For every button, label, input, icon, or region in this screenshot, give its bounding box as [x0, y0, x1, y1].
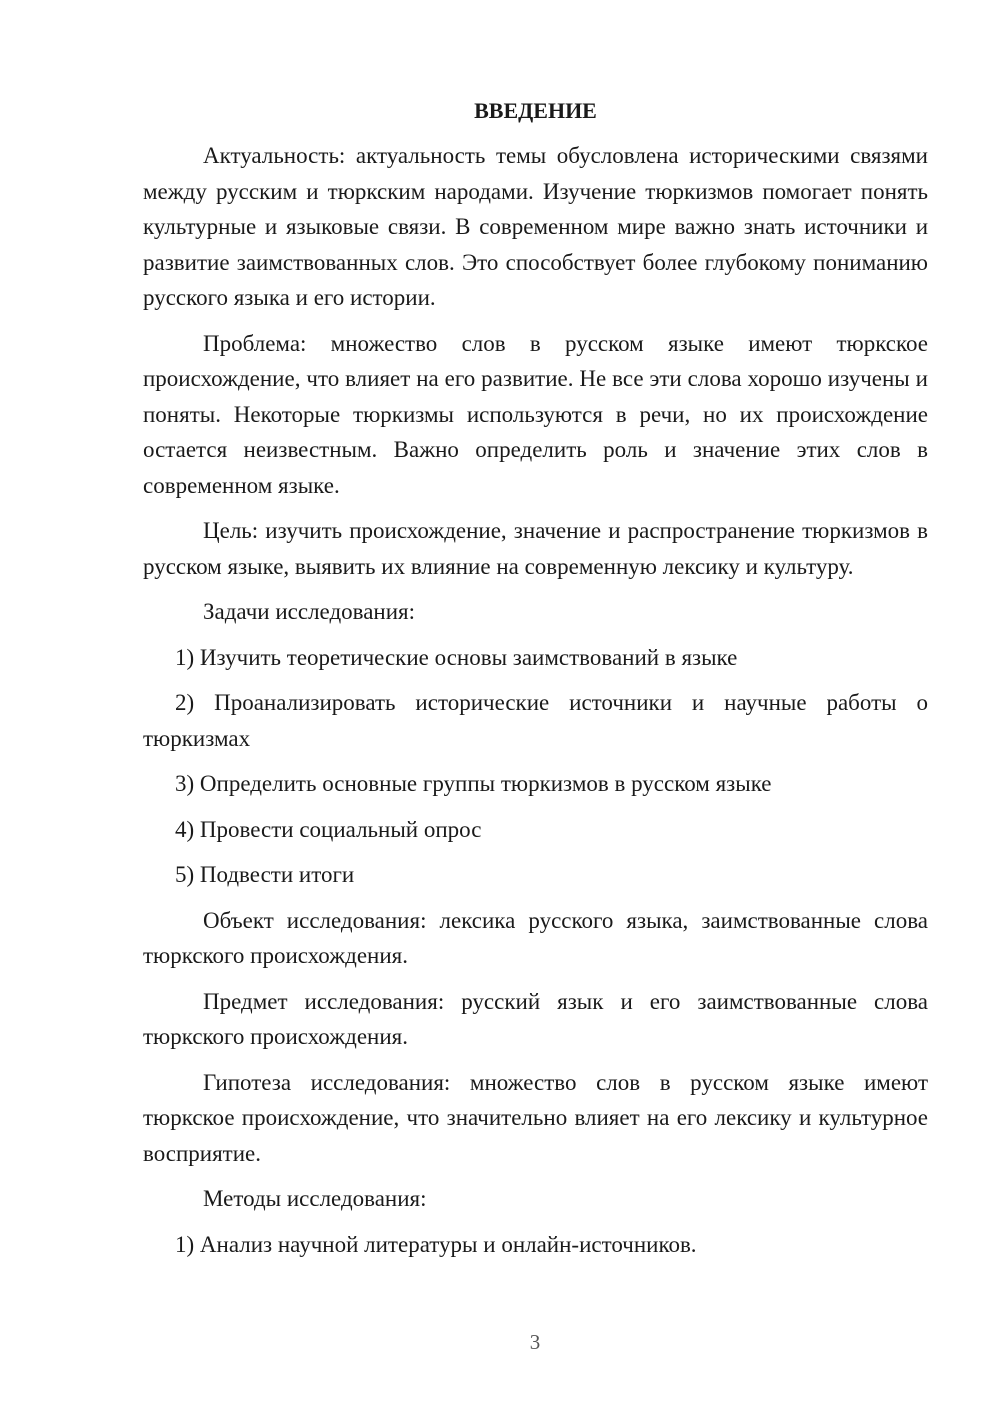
- tasks-heading: Задачи исследования:: [203, 599, 416, 624]
- task-item-5: 5) Подвести итоги: [175, 862, 355, 887]
- task-item-4: 4) Провести социальный опрос: [175, 816, 482, 842]
- problem-paragraph: Проблема: множество слов в русском языке имеют тюркское происхождение, что влияет на его развитие. Не все эти слова хорошо изучены и поняты. Некоторые тюркизмы используются в речи, но их происхождение остается неизвестным. Важно определить роль и значение этих слов в современном языке.: [143, 330, 928, 498]
- section-heading: ВВЕДЕНИЕ: [474, 98, 597, 123]
- task-item-3: 3) Определить основные группы тюркизмов в русском языке: [175, 771, 772, 796]
- task-item-1: 1) Изучить теоретические основы заимствований в языке: [175, 644, 738, 670]
- task-item-2: 2) Проанализировать исторические источники и научные работы о тюркизмах: [143, 690, 928, 751]
- page-number: 3: [529, 1330, 541, 1354]
- methods-heading: Методы исследования:: [203, 1186, 427, 1211]
- method-item-1: 1) Анализ научной литературы и онлайн-источников.: [175, 1231, 697, 1257]
- subject-paragraph: Предмет исследования: русский язык и его заимствованные слова тюркского происхождения.: [143, 988, 928, 1049]
- hypothesis-paragraph: Гипотеза исследования: множество слов в русском языке имеют тюркское происхождение, что значительно влияет на его лексику и культурное восприятие.: [143, 1069, 928, 1166]
- document-page: [143, 93, 928, 1272]
- goal-paragraph: Цель: изучить происхождение, значение и распространение тюркизмов в русском языке, выявить их влияние на современную лексику и культуру.: [143, 518, 928, 579]
- object-paragraph: Объект исследования: лексика русского языка, заимствованные слова тюркского происхождения.: [143, 907, 928, 968]
- relevance-paragraph: Актуальность: актуальность темы обусловлена историческими связями между русским и тюркским народами. Изучение тюркизмов помогает понять культурные и языковые связи. В современном мире важно знать источники и развитие заимствованных слов. Это способствует более глубокому пониманию русского языка и его истории.: [143, 143, 928, 310]
